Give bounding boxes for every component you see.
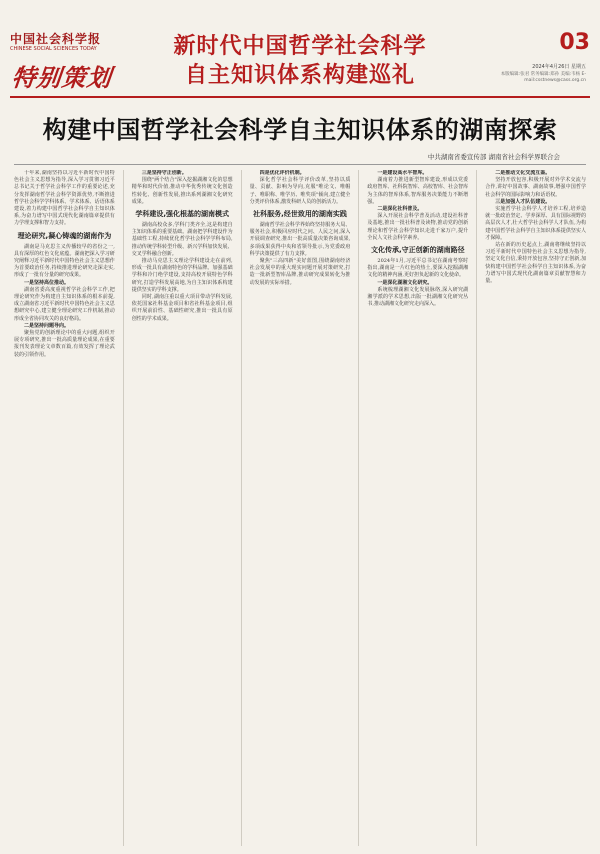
byline-divider [14,164,586,165]
text-column [14,170,115,846]
subsection-lead: 二是坚持问题导向。 [24,322,70,329]
subsection-lead: 一是坚持高位推动。 [24,279,70,286]
section-heading: 学科建设,强化根基的湖南模式 [135,210,230,219]
page-header [0,0,600,98]
subsection-lead: 四是优化评价机制。 [259,170,305,176]
body-paragraph: 聚焦"三高四新"美好蓝图,围绕湖南经济社会发展中的重大现实问题开展对策研究,打造一批新型智库品牌,推动研究成果转化为推动发展的实际举措。 [249,258,351,286]
body-paragraph: 推动马克思主义理论学科建设走在前列,形成一批具有湖南特色的学科品牌。加强基础学科和冷门绝学建设,支持高校开展特色学科研究,打造学科发展高地,为自主知识体系构建提供坚实的学科支撑。 [131,258,233,293]
subsection-lead: 二是深化社科普及。 [377,206,423,213]
column-divider [476,170,477,846]
column-divider [123,170,124,846]
header-divider [10,96,590,98]
section-heading: 文化传承,守正创新的湖南路径 [370,246,465,255]
banner-title [140,32,460,90]
body-paragraph: 系统梳理湖湘文化发展脉络,深入研究湖湘学派的学术思想,出版一批湖湘文化研究丛书,推动湖湘文化研究走向深入。 [367,286,469,308]
body-paragraph: 湖南着力推进新型智库建设,形成以党委政府智库、社科院智库、高校智库、社会智库为主体的智库体系,智库服务决策能力不断增强。 [367,177,469,205]
body-paragraph: 湖南是马克思主义传播较早的省份之一,具有深厚的红色文化底蕴。湖南把深入学习研究阐释习近平新时代中国特色社会主义思想作为首要政治任务,持续推进理论研究走深走实,形成了一批有分量的研究成果。 [14,243,115,279]
body-paragraph: 围绕"两个结合"深入挖掘湖湘文化的思想精华和时代价值,推动中华优秀传统文化创造性转化、创新性发展,推出系列湖湘文化研究成果。 [131,177,233,205]
body-paragraph: 深入开展社会科学普及活动,建设社科普及基地,推出一批社科普及读物,推动党的创新理论和哲学社会科学知识走进千家万户,提升全民人文社会科学素养。 [367,213,469,241]
body-paragraph: 2024年1月,习近平总书记在湖南考察时指出,湖南是一片红色的热土,要深入挖掘湖湘文化的精神内涵,更好担负起新的文化使命。 [367,258,469,279]
section-tag: 特别策划 [10,64,114,92]
article-body [14,170,586,846]
section-heading: 理论研究,凝心铸魂的湖南作为 [17,231,112,240]
column-divider [358,170,359,846]
body-paragraph: 十年来,湖南坚持以习近平新时代中国特色社会主义思想为指导,深入学习贯彻习近平总书记关于哲学社会科学工作的重要论述,充分发挥湖南哲学社会科学资源优势,不断推进哲学社会科学学科体系、学术体系、话语体系建设,着力构建中国哲学社会科学自主知识体系,为奋力谱写中国式现代化湖南篇章提供有力学理支撑和智力支持。 [14,170,115,227]
article-byline: 中共湖南省委宣传部 湖南省社会科学界联合会 [427,153,560,161]
banner-line-1: 新时代中国哲学社会科学 [173,34,427,59]
body-paragraph: 湖南哲学社会科学界始终坚持服务大局、服务社会,积极回应时代之问、人民之问,深入开展调查研究,推出一批高质量决策咨询成果,多项成果获得中央和省领导批示,为党委政府科学决策提供了有力支撑。 [249,222,351,257]
subsection-lead: 二是推动文化交流互鉴。 [495,170,551,176]
page-number: 03 [559,30,590,55]
column-divider [241,170,242,846]
body-paragraph: 同时,湖南注重以重大项目带动学科发展,依托国家社科基金项目和省社科基金项目,组织开展前沿性、基础性研究,推出一批具有原创性的学术成果。 [131,294,233,322]
article-title: 构建中国哲学社会科学自主知识体系的湖南探索 [42,116,558,144]
masthead-logo: 中国社会科学报 [10,32,102,46]
banner-line-2: 自主知识体系构建巡礼 [184,63,415,88]
editor-credits: 本版编辑:张君 常务编辑:郑孙 美编:韦杨 E-mail:csstnews@cass.org.cn [500,72,586,83]
text-column [367,170,468,846]
body-paragraph: 深化哲学社会科学评价改革,坚持以质量、贡献、影响为导向,克服"唯论文、唯帽子、唯职称、唯学历、唯奖项"倾向,建立健全分类评价体系,激发科研人员的创新活力。 [249,177,351,205]
body-paragraph: 实施哲学社会科学人才培养工程,培养造就一批政治坚定、学养深厚、具有国际视野的高层次人才,壮大哲学社会科学人才队伍,为构建中国哲学社会科学自主知识体系提供坚实人才保障。 [485,206,586,241]
section-heading: 社科服务,经世致用的湖南实践 [253,210,347,219]
body-paragraph: 湖南高校众多,学科门类齐全,这是构建自主知识体系的重要基础。湖南把学科建设作为基础性工程,持续优化哲学社会科学学科布局,推动传统学科转型升级、新兴学科加快发展、交叉学科融合创新。 [131,222,233,257]
subsection-lead: 三是加强人才队伍建设。 [495,198,551,205]
masthead-subtitle: CHINESE SOCIAL SCIENCES TODAY [10,46,97,52]
subsection-lead: 一是建设高水平智库。 [377,170,428,176]
text-column [485,170,586,846]
text-column [250,170,351,846]
body-paragraph: 坚持开放包容,积极开展对外学术交流与合作,讲好中国故事、湖南故事,增强中国哲学社会科学的国际影响力和话语权。 [485,177,586,198]
subsection-lead: 三是坚持守正创新。 [141,170,187,176]
issue-date: 2024年4月26日 星期五 [532,64,586,70]
subsection-lead: 一是深化湖湘文化研究。 [377,279,433,286]
body-paragraph: 聚焦党的创新理论中的重大问题,组织开展专项研究,推出一批高质量理论成果,在重要报刊发表理论文章数百篇,有效发挥了理论武装的引领作用。 [14,330,115,358]
body-paragraph: 站在新的历史起点上,湖南将继续坚持以习近平新时代中国特色社会主义思想为指导,坚定文化自信,秉持开放包容,坚持守正创新,加快构建中国哲学社会科学自主知识体系,为奋力谱写中国式现代化湖南篇章贡献智慧和力量。 [485,242,586,285]
body-paragraph: 湖南省委高度重视哲学社会科学工作,把理论研究作为构建自主知识体系的根本前提,成立湖南省习近平新时代中国特色社会主义思想研究中心,建立健全理论研究工作机制,推动形成全省协同攻关的良好格局。 [14,286,115,322]
text-column [132,170,233,846]
